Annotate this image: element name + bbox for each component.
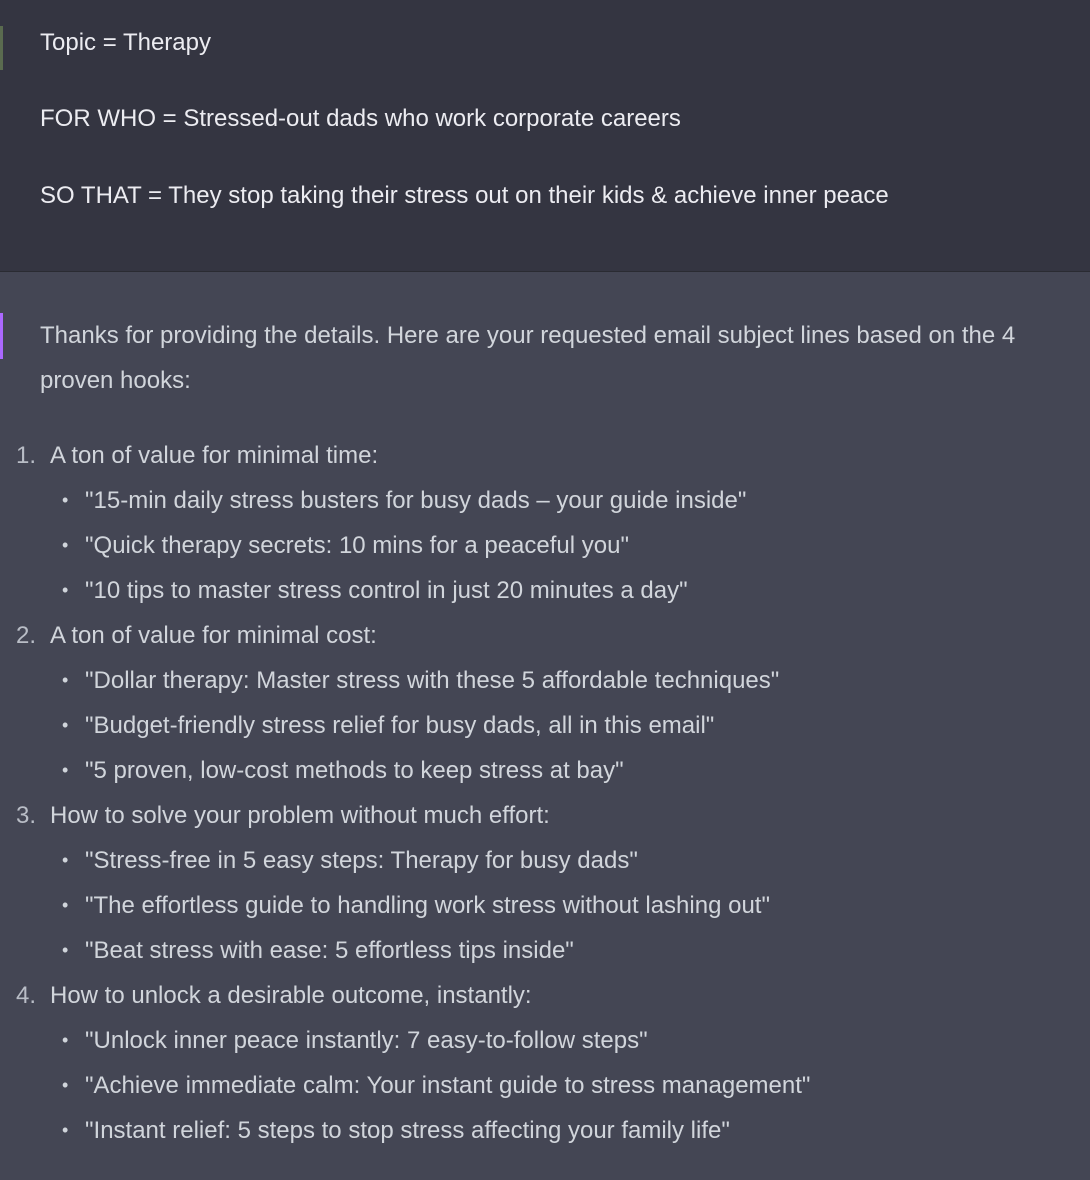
subject-line-text: "The effortless guide to handling work stress without lashing out" [85,892,770,919]
section-number: 2. [16,622,37,649]
assistant-message [0,273,1090,1180]
section-title: A ton of value for minimal cost: [50,622,377,649]
assistant-intro-text: Thanks for providing the details. Here are your requested email subject lines based on the 4 proven hooks: [40,322,1016,394]
list-section-4 [0,973,1090,1018]
subject-line-text: "5 proven, low-cost methods to keep stress at bay" [85,757,624,784]
bullet-icon: • [62,670,69,690]
list-item [0,928,1090,973]
subject-line-text: "Dollar therapy: Master stress with these 5 affordable techniques" [85,667,780,694]
list-item [0,1018,1090,1063]
subject-line-text: "10 tips to master stress control in just 20 minutes a day" [85,577,688,604]
section-number: 1. [16,442,37,469]
bullet-icon: • [62,895,69,915]
bullet-icon: • [62,940,69,960]
section-number: 3. [16,802,37,829]
subject-line-text: "Budget-friendly stress relief for busy dads, all in this email" [85,712,715,739]
section-title: How to unlock a desirable outcome, instantly: [50,982,532,1009]
subject-lines-list [0,433,1090,1153]
subject-line-text: "Achieve immediate calm: Your instant guide to stress management" [85,1072,811,1099]
bullet-icon: • [62,490,69,510]
list-item [0,838,1090,883]
bullet-icon: • [62,760,69,780]
list-item [0,568,1090,613]
user-message-line-topic: Topic = Therapy [40,29,211,56]
list-item [0,523,1090,568]
section-title: A ton of value for minimal time: [50,442,379,469]
subject-line-text: "Quick therapy secrets: 10 mins for a peaceful you" [85,532,629,559]
user-avatar [0,26,3,70]
list-section-1 [0,433,1090,478]
list-item [0,703,1090,748]
list-item [0,1108,1090,1153]
subject-line-text: "Unlock inner peace instantly: 7 easy-to-follow steps" [85,1027,648,1054]
user-message-line-for-who: FOR WHO = Stressed-out dads who work corporate careers [40,105,681,132]
list-item [0,1063,1090,1108]
subject-line-text: "15-min daily stress busters for busy dads – your guide inside" [85,487,747,514]
subject-line-text: "Instant relief: 5 steps to stop stress affecting your family life" [85,1117,730,1144]
assistant-avatar [0,313,3,359]
list-item [0,658,1090,703]
subject-line-text: "Beat stress with ease: 5 effortless tips inside" [85,937,574,964]
section-title: How to solve your problem without much effort: [50,802,550,829]
bullet-icon: • [62,1030,69,1050]
section-number: 4. [16,982,37,1009]
subject-line-text: "Stress-free in 5 easy steps: Therapy for busy dads" [85,847,638,874]
user-message [0,0,1090,272]
list-section-3 [0,793,1090,838]
list-item [0,478,1090,523]
list-section-2 [0,613,1090,658]
user-message-line-so-that: SO THAT = They stop taking their stress out on their kids & achieve inner peace [40,182,889,209]
list-item [0,883,1090,928]
bullet-icon: • [62,535,69,555]
bullet-icon: • [62,1075,69,1095]
bullet-icon: • [62,580,69,600]
list-item [0,748,1090,793]
bullet-icon: • [62,850,69,870]
bullet-icon: • [62,715,69,735]
bullet-icon: • [62,1120,69,1140]
